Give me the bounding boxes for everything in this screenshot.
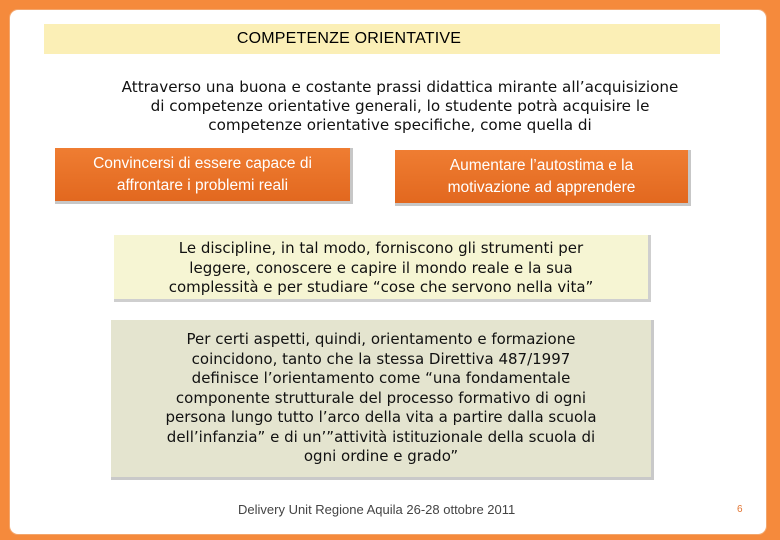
competence-box-left — [55, 148, 353, 204]
direttiva-line: definisce l’orientamento come “una fondamentale — [191, 369, 571, 387]
competence-box-right — [395, 150, 691, 206]
intro-paragraph — [60, 78, 740, 135]
box-left-line: affrontare i problemi reali — [116, 176, 289, 194]
direttiva-box — [111, 320, 654, 480]
direttiva-line: ogni ordine e grado” — [303, 447, 459, 465]
direttiva-line: persona lungo tutto l’arco della vita a partire dalla scuola — [165, 408, 597, 426]
direttiva-line: coincidono, tanto che la stessa Direttiva 487/1997 — [191, 349, 571, 368]
direttiva-line: componente strutturale del processo formativo di ogni — [175, 388, 587, 407]
box-left-line: Convincersi di essere capace di — [93, 154, 312, 172]
slide-footer: Delivery Unit Regione Aquila 26-28 ottobre 2011 — [238, 502, 516, 517]
title-bar — [44, 24, 720, 54]
intro-line: Attraverso una buona e costante prassi didattica mirante all’acquisizione — [121, 78, 679, 96]
discipline-line: Le discipline, in tal modo, forniscono gli strumenti per — [178, 239, 584, 257]
direttiva-line: dell’infanzia” e di un’”attività istituzionale della scuola di — [166, 427, 596, 446]
page-number: 6 — [737, 504, 743, 515]
slide-title: COMPETENZE ORIENTATIVE — [236, 30, 462, 47]
intro-line: competenze orientative specifiche, come quella di — [208, 116, 592, 134]
box-right-line: motivazione ad apprendere — [447, 178, 636, 196]
discipline-line: complessità e per studiare “cose che servono nella vita” — [168, 278, 594, 296]
discipline-box — [114, 235, 651, 302]
box-right-line: Aumentare l’autostima e la — [449, 156, 634, 174]
discipline-line: leggere, conoscere e capire il mondo reale e la sua — [189, 258, 573, 277]
direttiva-line: Per certi aspetti, quindi, orientamento e formazione — [186, 330, 576, 348]
intro-line: di competenze orientative generali, lo studente potrà acquisire le — [150, 97, 650, 115]
